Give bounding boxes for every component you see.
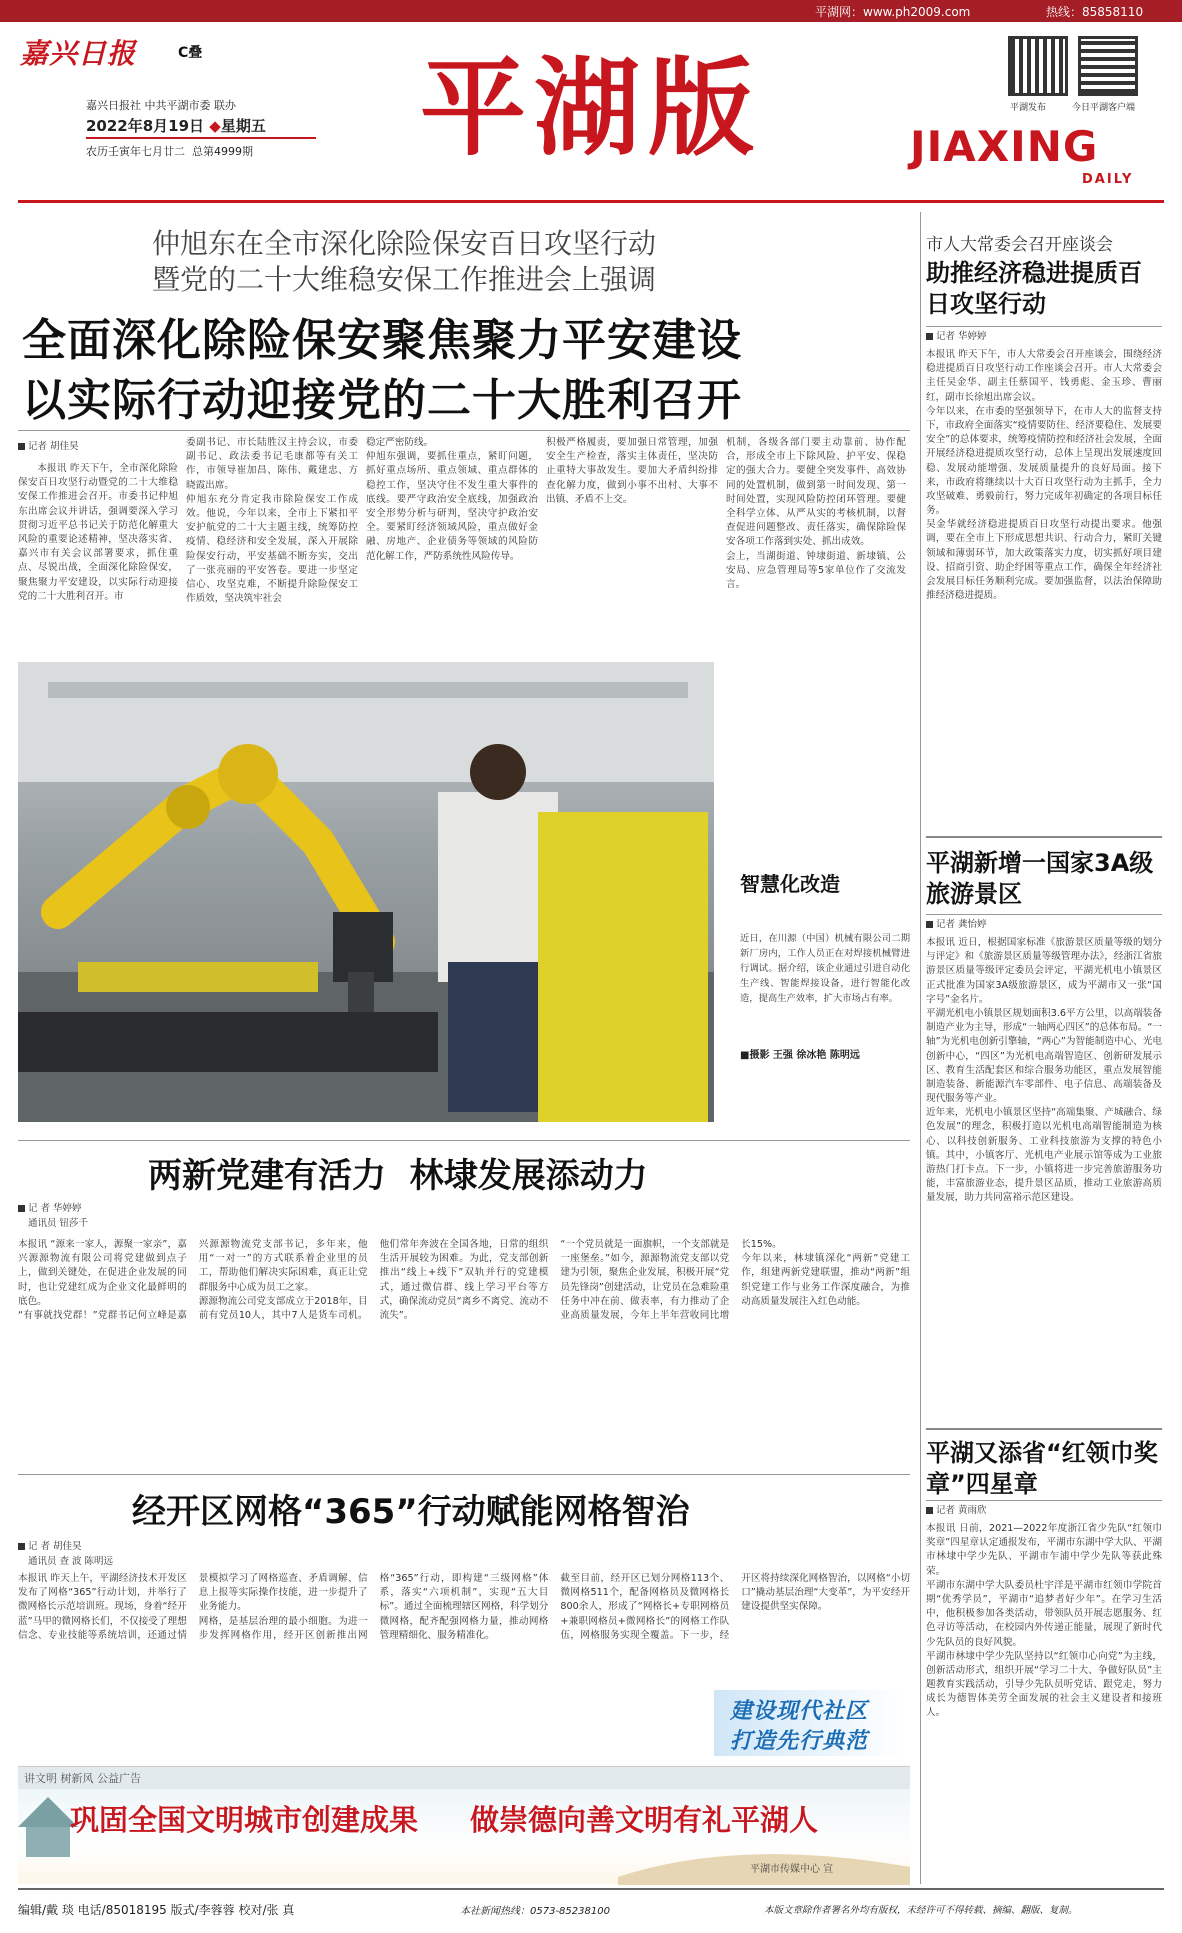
square-icon bbox=[926, 921, 933, 928]
story3-badge-line-1: 建设现代社区 bbox=[730, 1699, 869, 1724]
story3-byline-1: 记 者 胡佳昊 bbox=[28, 1541, 82, 1552]
hotline: 热线：85858110 bbox=[1046, 5, 1144, 19]
side1-kicker: 市人大常委会召开座谈会 bbox=[926, 235, 1113, 255]
lead-col-2: 委副书记、市长陆胜汉主持会议，市委副书记、政法委书记毛康都等有关工作，市领导崔加昌、陈伟、戴建忠、方晓霞出席。 仲旭东充分肯定我市除险保安工作成效。他说，今年以来，全市上下紧扣平安护航党的二十大主题主线，统筹防控疫情、稳经济和安全发展，深入开展除险保安行动，平安基础不断夯实，交出了一张亮丽的平安答卷。要进一步坚定信心、攻坚克难，不断提升除险保安工作质效，坚决筑牢社会 bbox=[186, 437, 358, 605]
photo-credit: ■摄影 王强 徐冰艳 陈明远 bbox=[740, 1050, 860, 1061]
story2-byline-1: 记 者 华婷婷 bbox=[28, 1203, 82, 1214]
weekday: 星期五 bbox=[220, 117, 266, 135]
side2-body: 本报讯 近日，根据国家标准《旅游景区质量等级的划分与评定》和《旅游景区质量等级管理办法》，经浙江省旅游景区质量等级评定委员会评定，平湖光机电小镇景区正式批准为国家3A级旅游景区，成为平湖市又一张“国字号”金名片。 平湖光机电小镇景区规划面积3.6平方公里，以高端装备制造产业为主导，形成“一轴两心四区”的总体布局。“一轴”为光机电创新引擎轴，“两心”为智能制造中心、光电创新中心，“四区”为光机电高端智造区、创新研发展示区、教育生活配套区和综合服务功能区，重点发展智能制造装备、新能源汽车零部件、电子信息、高端装备及现代服务等产业。 近年来，光机电小镇景区坚持“高端集聚、产城融合、绿色发展”的理念，积极打造以光机电高端智能制造为核心、以科技创新服务、工业科技旅游为支撑的特色小镇。其中，小镇客厅、光机电产业展示馆等成为工业旅游热门打卡点。下一步，小镇将进一步完善旅游服务功能，丰富旅游业态，提升景区品质，推动工业旅游高质量发展，助力共同富裕示范区建设。 bbox=[926, 937, 1162, 1204]
side3-body: 本报讯 日前，2021—2022年度浙江省少先队“红领巾奖章”四星章认定通报发布，平湖市东湖中学大队、平湖市林埭中学少先队、平湖市乍浦中学少先队等获此殊荣。 平湖市东湖中学大队委员杜宇洋是平湖市红领巾学院首期“优秀学员”，平湖市“追梦者好少年”。在学习生活中，他积极参加各类活动，带领队员开展志愿服务、红色寻访等活动，在校园内外传递正能量，展现了新时代少先队员的良好风貌。 平湖市林埭中学少先队坚持以“红领巾心向党”为主线，创新活动形式，组织开展“学习二十大、争做好队员”主题教育实践活动，引导少先队员听党话、跟党走，努力成长为德智体美劳全面发展的社会主义建设者和接班人。 bbox=[926, 1523, 1162, 1719]
site-url[interactable]: 平湖网：www.ph2009.com bbox=[815, 5, 971, 19]
footer-rule bbox=[18, 1888, 1164, 1890]
side1-byline bbox=[926, 330, 987, 344]
photo-label: 智慧化改造 bbox=[740, 872, 840, 896]
paper-logo-suffix: C叠 bbox=[178, 45, 203, 61]
publisher-line: 嘉兴日报社 中共平湖市委 联办 bbox=[86, 99, 236, 112]
banner-credit: 平湖市传媒中心 宣 bbox=[750, 1864, 834, 1875]
banner-title-right: 做崇德向善文明有礼平湖人 bbox=[470, 1803, 819, 1837]
side1-byline-text: 记者 华婷婷 bbox=[936, 331, 987, 342]
story2-title: 两新党建有活力 林埭发展添动力 bbox=[148, 1156, 648, 1196]
feature-photo bbox=[18, 662, 714, 1122]
footer-hotline: 本社新闻热线：0573-85238100 bbox=[460, 1906, 610, 1917]
lead-byline-text: 记者 胡佳昊 bbox=[28, 441, 79, 452]
square-icon bbox=[18, 1543, 25, 1550]
story3-top-rule bbox=[18, 1474, 910, 1475]
square-icon bbox=[18, 443, 25, 450]
qr-code-ping-hu-release[interactable] bbox=[1008, 36, 1068, 96]
lead-col-1 bbox=[18, 462, 178, 642]
side3-title: 平湖又添省“红领巾奖章”四星章 bbox=[926, 1439, 1158, 1499]
lead-byline bbox=[18, 440, 79, 454]
side1-title: 助推经济稳进提质百日攻坚行动 bbox=[926, 259, 1142, 319]
banner-title-left: 巩固全国文明城市创建成果 bbox=[70, 1803, 419, 1837]
qr1-caption: 平湖发布 bbox=[1010, 103, 1047, 113]
photo-caption: 近日，在川源（中国）机械有限公司二期新厂房内，工作人员正在对焊接机械臂进行调试。据介绍，该企业通过引进自动化生产线、智能焊接设备，进行智能化改造，提高生产效率，扩大市场占有率。 bbox=[740, 933, 910, 1004]
side2-byline bbox=[926, 918, 987, 932]
story3-badge-line-2: 打造先行典范 bbox=[730, 1729, 869, 1754]
lunar-issue bbox=[86, 143, 253, 159]
story2-body: 本报讯 “源来一家人，源聚一家亲”，嘉兴源源物流有限公司将党建做到点子上，做到关键处，在促进企业发展的同时，也让党建红成为企业文化最鲜明的底色。 “有事就找党群！”党群书记何立峰是嘉兴源源物流党支部书记，多年来，他用“一对一”的方式联系着企业里的员工，帮助他们解决实际困难，真正让党群服务中心成为员工之家。 源源物流公司党支部成立于2018年，目前有党员10人，其中7人是货车司机。他们常年奔波在全国各地，日常的组织生活开展较为困难。为此，党支部创新推出“线上+线下”双轨并行的党建模式，通过微信群、线上学习平台等方式，确保流动党员“离乡不离党、流动不流失”。 “一个党员就是一面旗帜，一个支部就是一座堡垒。”如今，源源物流党支部以党建为引领，聚焦企业发展，积极开展“党员先锋岗”创建活动，让党员在急难险重任务中冲在前、做表率，有力推动了企业高质量发展，今年上半年营收同比增长15%。 今年以来，林埭镇深化“两新”党建工作，组建两新党建联盟，推动“两新”组织党建工作与业务工作深度融合，为推动高质量发展注入红色动能。 bbox=[18, 1239, 910, 1321]
side3-byline-text: 记者 黄雨欣 bbox=[936, 1505, 987, 1516]
issue-date-row bbox=[86, 115, 266, 136]
photo-scene bbox=[18, 662, 714, 1122]
weekday-marker: ◆ bbox=[209, 117, 221, 135]
side2-title: 平湖新增一国家3A级旅游景区 bbox=[926, 849, 1154, 909]
qr-code-app[interactable] bbox=[1078, 36, 1138, 96]
lead-headline-1: 全面深化除险保安聚焦聚力平安建设 bbox=[22, 315, 742, 366]
lead-subtitle-1: 仲旭东在全市深化除险保安百日攻坚行动 bbox=[152, 227, 657, 260]
lunar-date: 农历壬寅年七月廿二 bbox=[86, 145, 185, 158]
side1-divider bbox=[926, 326, 1162, 327]
footer-editor: 编辑/戴 琰 电话/85018195 版式/李蓉蓉 校对/张 真 bbox=[18, 1903, 295, 1917]
story3-body: 本报讯 昨天上午，平湖经济技术开发区发布了网格“365”行动计划，并举行了微网格长示范培训班。现场，身着“经开蓝”马甲的微网格长们，不仅接受了理想信念、专业技能等系统培训，还通过情景模拟学习了网格巡查、矛盾调解、信息上报等实际操作技能，进一步提升了业务能力。 网格，是基层治理的最小细胞。为进一步发挥网格作用，经开区创新推出网格“365”行动，即构建“三级网格”体系，落实“六项机制”，实现“五大目标”。通过全面梳理辖区网格，科学划分微网格，配齐配强网格力量，推动网格管理精细化、服务精准化。 截至目前，经开区已划分网格113个、微网格511个，配备网格员及微网格长800余人，形成了“网格长+专职网格员+兼职网格员+微网格长”的网格工作队伍，网格服务实现全覆盖。下一步，经开区将持续深化网格智治，以网格“小切口”撬动基层治理“大变革”，为平安经开建设提供坚实保障。 bbox=[18, 1573, 910, 1641]
brand-main: JIAXING bbox=[910, 122, 1099, 171]
side3-rule bbox=[926, 1428, 1162, 1430]
side2-byline-text: 记者 龚怡婷 bbox=[936, 919, 987, 930]
story2-byline-2: 通讯员 钮莎千 bbox=[28, 1217, 89, 1229]
square-icon bbox=[926, 1507, 933, 1514]
lead-col-4: 积极严格履责，要加强日常管理，加强安全生产检查，落实主体责任，坚决防止重特大事故发生。要加大矛盾纠纷排查化解力度，做到小事不出村、大事不出镇、矛盾不上交。 bbox=[546, 437, 718, 505]
square-icon bbox=[926, 333, 933, 340]
lead-subtitle-2: 暨党的二十大维稳安保工作推进会上强调 bbox=[152, 263, 657, 296]
edition-title: 平湖版 bbox=[420, 45, 762, 170]
lead-headline-2: 以实际行动迎接党的二十大胜利召开 bbox=[22, 375, 742, 426]
right-column-rule bbox=[920, 212, 921, 1884]
story2-top-rule bbox=[18, 1140, 910, 1141]
paper-logo: 嘉兴日报 bbox=[20, 37, 137, 70]
lead-col-3: 稳定严密防线。 仲旭东强调，要抓住重点，紧盯问题，抓好重点场所、重点领域、重点群体的稳控工作，坚决守住不发生重大事件的底线。要严守政治安全底线，加强政治安全形势分析与研判，坚决守护政治安全。要紧盯经济领域风险，重点做好金融、房地产、企业债务等领域的风险防范化解工作，严防系统性风险传导。 bbox=[366, 437, 538, 562]
lead-col-5: 机制，各级各部门要主动靠前、协作配合，形成全市上下除风险、护平安、保稳定的强大合力。要健全突发事件、高效协同的处置机制，做到第一时间发现、第一时间处置，实现风险防控闭环管理。要健全科学立体、从严从实的考核机制，以督查促进问题整改、责任落实，确保除险保安各项工作落到实处、抓出成效。 会上，当湖街道、钟埭街道、新埭镇、公安局、应急管理局等5家单位作了交流发言。 bbox=[726, 437, 906, 590]
issue-number: 总第4999期 bbox=[192, 145, 253, 158]
story3-byline bbox=[18, 1540, 113, 1569]
banner-left-label: 讲文明 树新风 公益广告 bbox=[24, 1772, 141, 1785]
side1-body: 本报讯 昨天下午，市人大常委会召开座谈会，围绕经济稳进提质百日攻坚行动工作座谈会召开。市人大常委会主任吴金华、副主任蔡国平、钱勇彪、金玉珍、曹丽红，副市长徐旭出席会议。 今年以来，在市委的坚强领导下，在市人大的监督支持下，市政府全面落实“疫情要防住、经济要稳住、发展要安全”的总体要求，统筹疫情防控和经济社会发展，全面开展经济稳进提质攻坚行动，总体上呈现出发展速度回稳、发展动能增强、发展质量提升的良好局面。接下来，市政府将继续以十大百日攻坚行动为主抓手，全力攻坚破难、勇毅前行，努力完成年初确定的各项目标任务。 吴金华就经济稳进提质百日攻坚行动提出要求。他强调，要在全市上下形成思想共识、行动合力，紧盯关键领域和薄弱环节，加大政策落实力度，切实抓好项目建设、招商引资、助企纾困等重点工作，确保全年经济社会发展目标任务顺利完成。要加强监督，以法治保障助推经济稳进提质。 bbox=[926, 349, 1162, 602]
footer-copyright: 本版文章除作者署名外均有版权，未经许可不得转载、摘编、翻版、复制。 bbox=[764, 1905, 1078, 1916]
side3-byline bbox=[926, 1504, 987, 1518]
side3-divider bbox=[926, 1500, 1162, 1501]
side2-rule bbox=[926, 836, 1162, 838]
top-bar bbox=[0, 0, 1182, 22]
story3-byline-2: 通讯员 查 波 陈明远 bbox=[28, 1555, 114, 1567]
date: 2022年8月19日 bbox=[86, 117, 205, 135]
lead-divider bbox=[18, 430, 910, 431]
masthead-rule bbox=[18, 200, 1164, 203]
story2-byline bbox=[18, 1202, 88, 1231]
lead-col-1-text: 本报讯 昨天下午，全市深化除险保安百日攻坚行动暨党的二十大维稳安保工作推进会召开。市委书记仲旭东出席会议并讲话，强调要深入学习贯彻习近平总书记关于防范化解重大风险的重要论述精神，坚决落实省、嘉兴市有关会议部署要求，抓住重点、尽锐出战，全面深化除险保安，聚焦聚力平安建设，以实际行动迎接党的二十大胜利召开。市 bbox=[18, 463, 178, 602]
side2-divider bbox=[926, 914, 1162, 915]
square-icon bbox=[18, 1205, 25, 1212]
brand-sub: DAILY bbox=[1082, 172, 1134, 187]
story3-title: 经开区网格“365”行动赋能网格智治 bbox=[132, 1492, 690, 1532]
date-rule bbox=[86, 137, 316, 139]
qr2-caption: 今日平湖客户端 bbox=[1072, 103, 1136, 113]
